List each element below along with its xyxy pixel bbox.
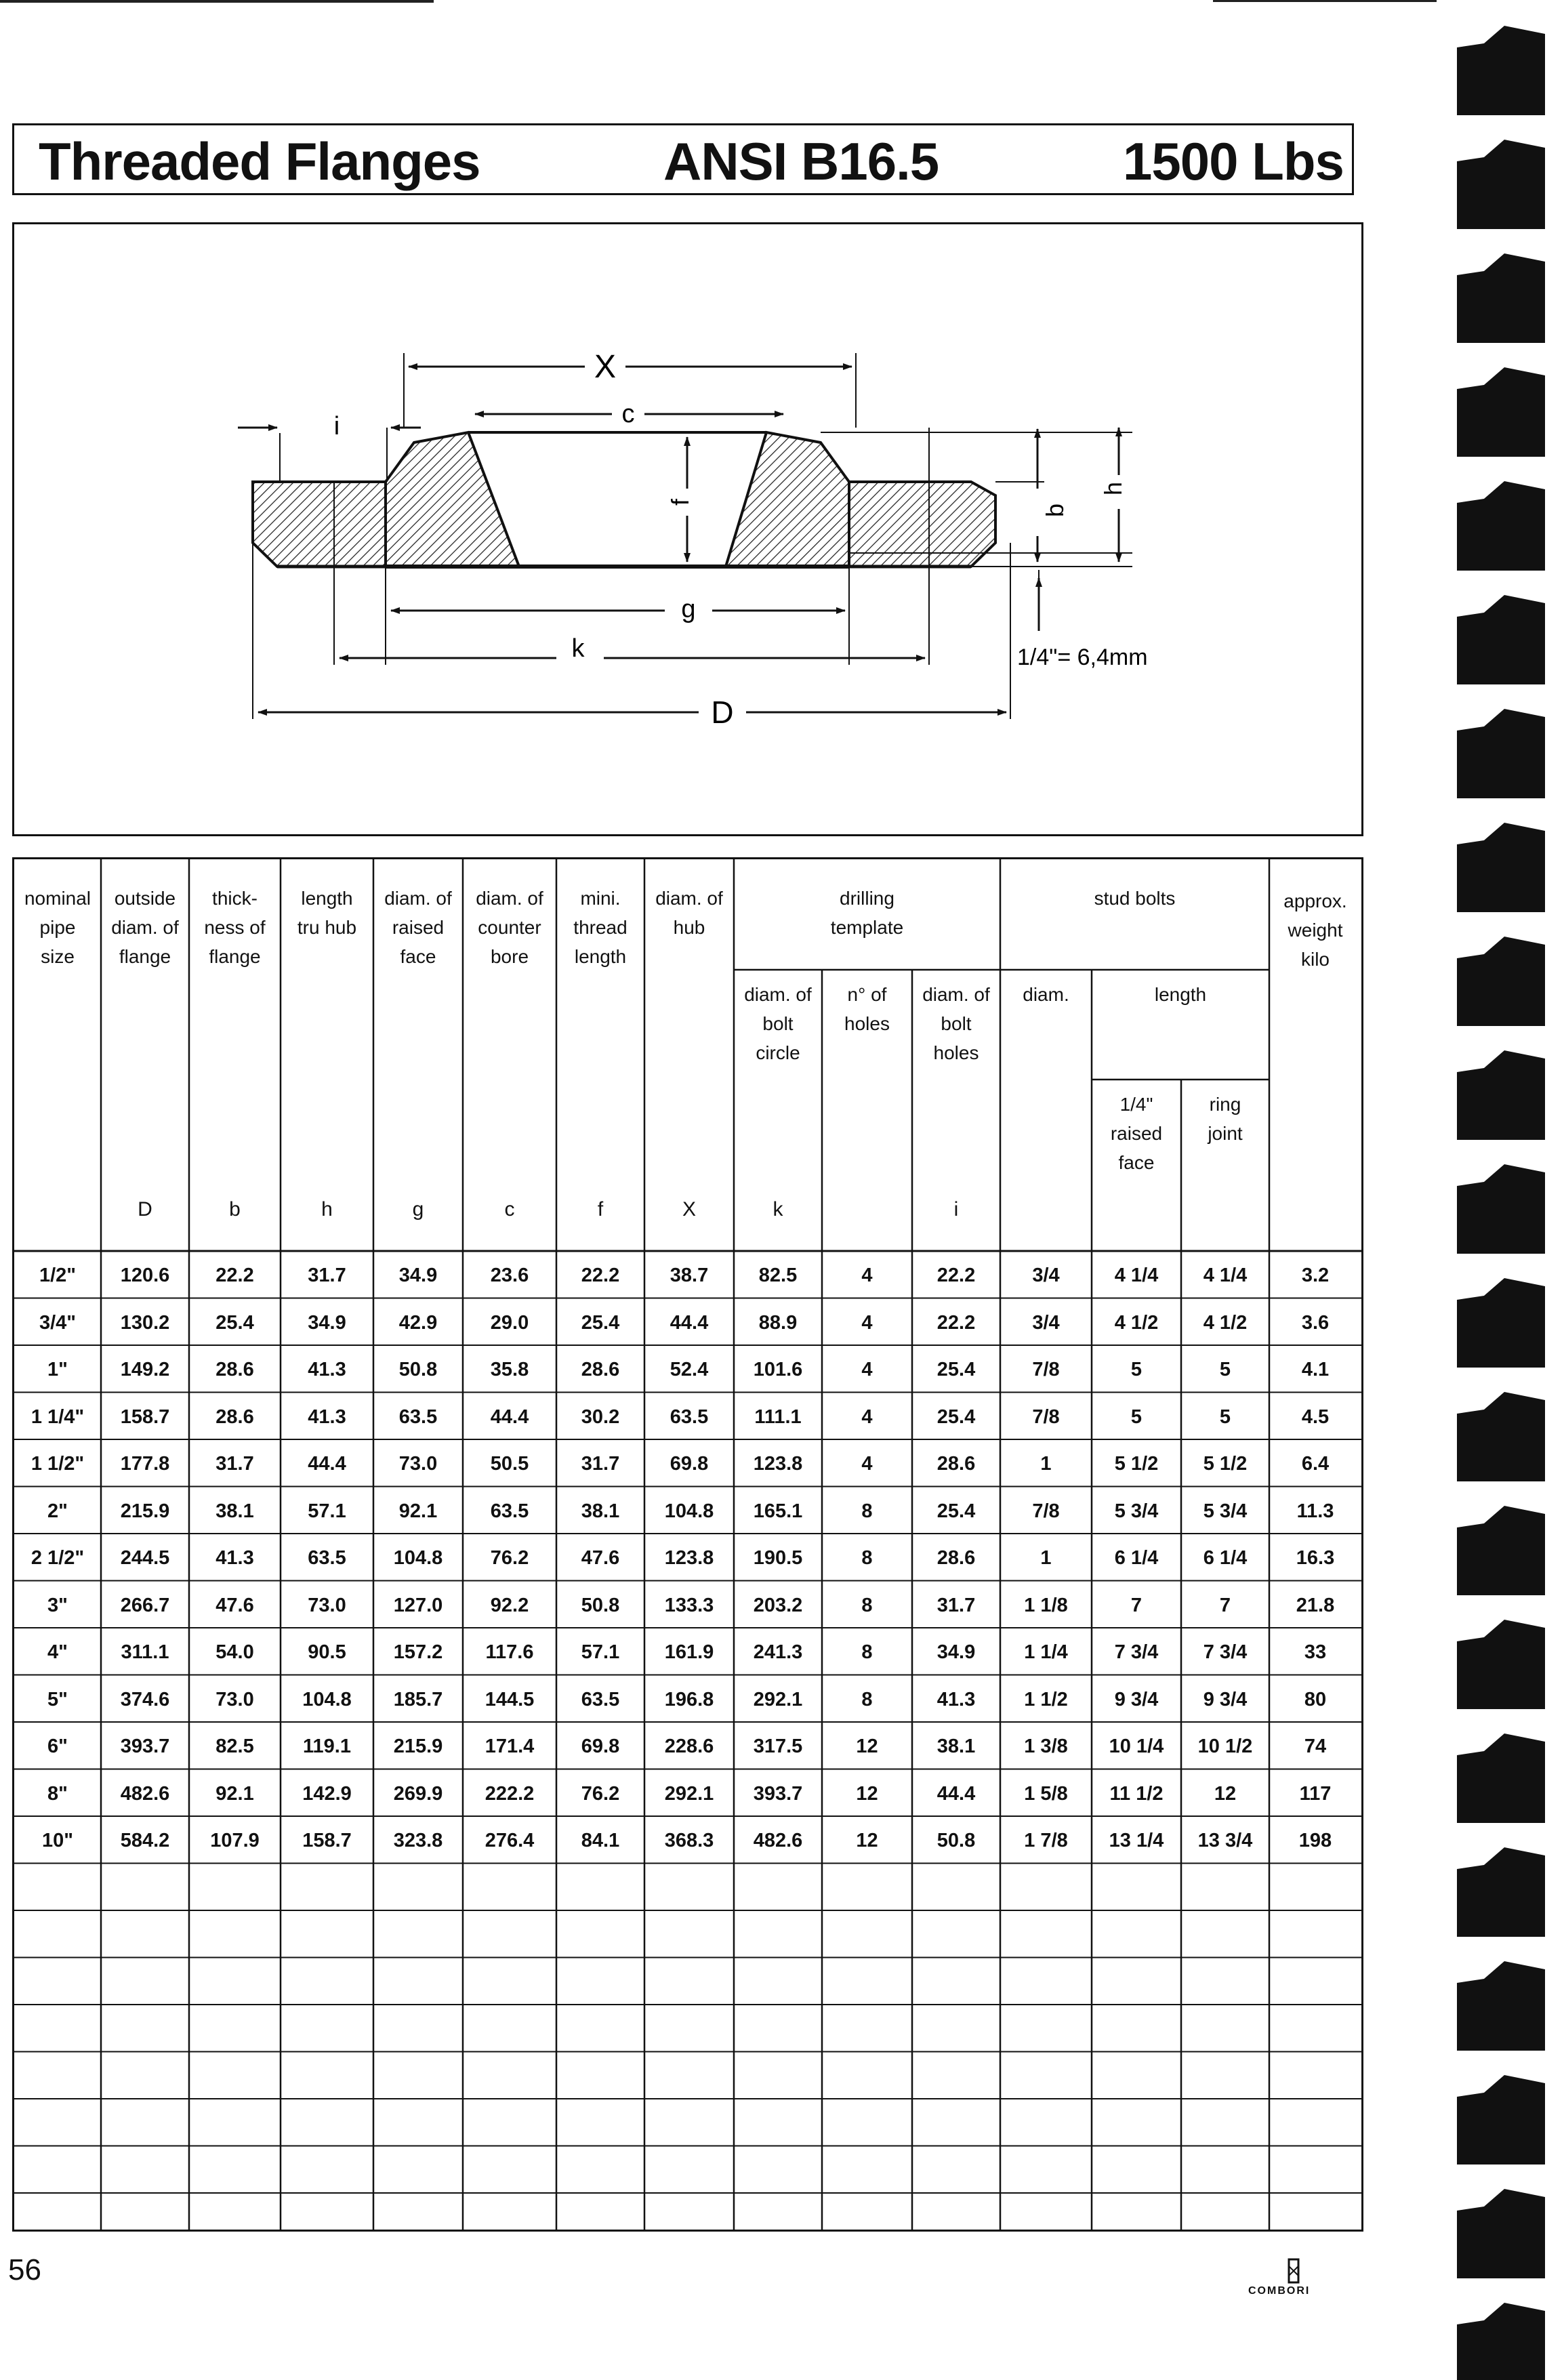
table-cell: 4 [861,1359,873,1380]
table-cell: 10" [41,1830,73,1851]
table-cell: 38.1 [215,1500,254,1522]
table-cell: 3.2 [1301,1265,1330,1286]
dim-label-X: X [594,349,617,385]
table-cell: 123.8 [753,1453,803,1475]
table-cell: 104.8 [302,1688,352,1710]
table-cell: 9 3/4 [1203,1688,1248,1710]
table-cell: 5 [1130,1359,1143,1380]
table-cell: 393.7 [753,1782,803,1805]
index-tab [1457,2075,1545,2164]
table-cell: 111.1 [754,1406,802,1428]
table-cell: 31.7 [308,1265,346,1286]
table-cell: 76.2 [581,1782,620,1805]
combori-logo-text: COMBORI [1248,2285,1311,2297]
table-cell: 228.6 [664,1736,714,1757]
table-cell: 1 1/4" [30,1406,85,1428]
table-cell: 6.4 [1301,1453,1330,1475]
dim-label-g: g [681,595,696,623]
table-cell: 292.1 [753,1688,803,1710]
dim-label-f: f [666,498,694,506]
header-thread-length: mini. thread length [573,888,627,967]
header-drilling-template: drilling template [830,888,904,938]
table-cell: 80 [1304,1688,1327,1710]
table-cell: 1 1/8 [1024,1594,1068,1616]
table-cell: 22.2 [937,1265,976,1286]
table-cell: 57.1 [581,1641,620,1663]
table-cell: 5 1/2 [1114,1453,1159,1475]
table-cell: 13 1/4 [1109,1830,1164,1851]
header-approx-weight: approx. weight kilo [1283,890,1347,970]
table-cell: 44.4 [670,1311,709,1334]
table-cell: 50.8 [398,1359,438,1380]
header-counter-bore-diameter: diam. of counter bore [476,888,543,967]
table-cell: 34.9 [937,1641,976,1663]
table-cell: 104.8 [664,1500,714,1522]
table-cell: 10 1/2 [1197,1736,1253,1757]
index-tab [1457,1961,1545,2051]
flange-dimensions-table [12,857,1363,2232]
table-cell: 1 3/8 [1024,1736,1068,1757]
flange-diagram-box [12,222,1363,836]
table-cell: 34.9 [308,1311,346,1334]
table-cell: 22.2 [581,1265,620,1286]
table-cell: 4 1/2 [1203,1311,1248,1334]
table-cell: 63.5 [670,1406,709,1428]
table-cell: 90.5 [308,1641,346,1663]
table-cell: 50.8 [581,1594,620,1616]
header-number-of-holes: n° of holes [844,984,890,1034]
table-cell: 10 1/4 [1109,1736,1164,1757]
table-cell: 4 [861,1453,873,1475]
table-cell: 28.6 [215,1406,254,1428]
table-cell: 44.4 [490,1406,529,1428]
table-cell: 50.8 [937,1830,976,1851]
table-cell: 190.5 [753,1547,803,1569]
table-cell: 584.2 [120,1830,170,1851]
flange-left-half [253,432,519,567]
table-cell: 5 [1130,1406,1143,1428]
table-cell: 16.3 [1296,1547,1335,1569]
table-cell: 25.4 [937,1359,976,1380]
table-cell: 123.8 [664,1547,714,1569]
header-symbol-h: h [321,1198,333,1220]
table-cell: 23.6 [490,1265,529,1286]
table-cell: 25.4 [937,1406,976,1428]
index-tab [1457,367,1545,457]
table-cell: 8" [47,1782,68,1805]
table-cell: 8 [861,1547,873,1569]
header-symbol-b: b [229,1198,241,1220]
table-cell: 76.2 [490,1547,529,1569]
table-cell: 323.8 [393,1830,443,1851]
table-cell: 482.6 [120,1782,170,1805]
table-cell: 1 1/2" [30,1453,85,1475]
table-cell: 292.1 [664,1782,714,1805]
table-cell: 69.8 [670,1453,709,1475]
index-tab [1457,1278,1545,1368]
table-cell: 28.6 [937,1547,976,1569]
table-cell: 84.1 [581,1830,620,1851]
dim-label-k: k [571,634,585,663]
table-cell: 74 [1304,1736,1327,1757]
table-cell: 69.8 [581,1736,620,1757]
table-cell: 1 1/2 [1024,1688,1068,1710]
table-cell: 82.5 [758,1265,798,1286]
table-cell: 63.5 [581,1688,620,1710]
standard-text: ANSI B16.5 [663,131,939,191]
table-cell: 30.2 [581,1406,620,1428]
table-cell: 185.7 [393,1688,443,1710]
table-cell: 117 [1299,1782,1332,1805]
header-symbol-D: D [138,1198,152,1220]
table-cell: 73.0 [398,1453,438,1475]
dim-label-c: c [621,400,635,428]
table-cell: 244.5 [120,1547,170,1569]
table-cell: 12 [856,1830,878,1851]
table-cell: 203.2 [753,1594,803,1616]
table-cell: 7/8 [1032,1500,1060,1522]
table-cell: 1/2" [39,1265,77,1286]
table-cell: 41.3 [308,1359,346,1380]
table-cell: 7/8 [1032,1359,1060,1380]
index-tab [1457,1506,1545,1595]
index-tab [1457,1847,1545,1937]
table-cell: 1 [1040,1547,1052,1569]
table-grid-lines [14,859,1361,2230]
table-cell: 92.1 [215,1782,254,1805]
index-tab [1457,595,1545,684]
page-number: 56 [8,2253,41,2286]
index-tab [1457,1620,1545,1709]
table-cell: 107.9 [210,1830,260,1851]
index-tab [1457,253,1545,343]
table-cell: 73.0 [215,1688,254,1710]
table-cell: 7 3/4 [1114,1641,1159,1663]
dim-label-i: i [333,412,340,440]
table-cell: 25.4 [581,1311,620,1334]
header-hub-diameter: diam. of hub [655,888,723,938]
table-cell: 133.3 [664,1594,714,1616]
header-bolt-circle-diameter: diam. of bolt circle [744,984,812,1063]
table-cell: 5 1/2 [1203,1453,1248,1475]
table-cell: 25.4 [937,1500,976,1522]
table-cell: 13 3/4 [1197,1830,1253,1851]
title-bar [12,123,1354,195]
table-cell: 21.8 [1296,1594,1335,1616]
table-cell: 12 [856,1736,878,1757]
table-cell: 7 [1219,1594,1231,1616]
table-cell: 171.4 [485,1736,535,1757]
table-cell: 12 [856,1782,878,1805]
table-cell: 5 3/4 [1203,1500,1248,1522]
header-symbol-k: k [773,1198,783,1220]
table-cell: 41.3 [308,1406,346,1428]
index-tab [1457,140,1545,229]
header-symbol-g: g [412,1198,424,1220]
table-cell: 317.5 [753,1736,803,1757]
table-cell: 88.9 [758,1311,798,1334]
table-cell: 142.9 [302,1782,352,1805]
table-cell: 38.7 [670,1265,709,1286]
header-symbol-i: i [953,1198,959,1220]
table-cell: 198 [1298,1830,1332,1851]
table-cell: 215.9 [120,1500,170,1522]
table-cell: 41.3 [215,1547,254,1569]
table-cell: 4 [861,1265,873,1286]
index-tab [1457,2189,1545,2278]
table-cell: 4 1/2 [1114,1311,1159,1334]
table-cell: 52.4 [670,1359,709,1380]
flange-cross-section-diagram [14,224,1361,834]
table-cell: 54.0 [215,1641,254,1663]
table-cell: 4 1/4 [1203,1265,1248,1286]
top-rule-left [0,0,434,3]
table-cell: 41.3 [937,1688,976,1710]
index-tab [1457,1050,1545,1140]
header-nominal-pipe-size: nominal pipe size [24,888,91,967]
table-cell: 11 1/2 [1109,1782,1164,1805]
table-cell: 3/4" [39,1311,77,1334]
table-cell: 368.3 [664,1830,714,1851]
table-cell: 374.6 [120,1688,170,1710]
table-cell: 311.1 [121,1641,169,1663]
header-symbol-c: c [504,1198,515,1220]
header-symbol-X: X [682,1198,696,1220]
table-cell: 1 [1040,1453,1052,1475]
table-cell: 38.1 [581,1500,620,1522]
dim-label-D: D [711,695,734,730]
table-cell: 215.9 [393,1736,443,1757]
header-symbol-f: f [597,1198,604,1220]
header-stud-diameter: diam. [1023,984,1069,1005]
table-cell: 92.2 [490,1594,529,1616]
table-cell: 6 1/4 [1114,1547,1159,1569]
index-tab [1457,1392,1545,1481]
table-cell: 482.6 [753,1830,803,1851]
table-cell: 1 1/4 [1024,1641,1068,1663]
table-cell: 28.6 [937,1453,976,1475]
table-cell: 47.6 [581,1547,620,1569]
table-cell: 3/4 [1032,1265,1060,1286]
index-tab [1457,1733,1545,1823]
table-cell: 130.2 [120,1311,170,1334]
table-cell: 119.1 [303,1736,351,1757]
table-cell: 50.5 [490,1453,529,1475]
table-cell: 25.4 [215,1311,254,1334]
index-tab-strip [1443,0,1564,2380]
table-cell: 31.7 [581,1453,620,1475]
table-cell: 266.7 [120,1594,170,1616]
table-cell: 1" [47,1359,68,1380]
table-cell: 5" [47,1688,68,1710]
table-cell: 269.9 [393,1782,443,1805]
table-cell: 7 3/4 [1203,1641,1248,1663]
table-cell: 7 [1130,1594,1143,1616]
header-bolt-hole-diameter: diam. of bolt holes [922,984,990,1063]
table-cell: 63.5 [398,1406,438,1428]
table-cell: 1 5/8 [1024,1782,1068,1805]
table-cell: 222.2 [485,1782,535,1805]
index-tab [1457,26,1545,115]
title-text: Threaded Flanges [39,131,480,191]
table-cell: 35.8 [490,1359,529,1380]
table-cell: 28.6 [581,1359,620,1380]
table-cell: 149.2 [120,1359,170,1380]
table-cell: 8 [861,1594,873,1616]
header-flange-thickness: thick- ness of flange [204,888,266,967]
table-cell: 3" [47,1594,68,1616]
table-cell: 22.2 [215,1265,254,1286]
table-cell: 4.5 [1301,1406,1330,1428]
index-tab [1457,2303,1545,2380]
table-cell: 7/8 [1032,1406,1060,1428]
index-tab [1457,1164,1545,1254]
table-cell: 5 [1219,1406,1231,1428]
flange-right-half [726,432,995,567]
table-cell: 31.7 [215,1453,254,1475]
index-tab [1457,823,1545,912]
raised-face-note: 1/4"= 6,4mm [1017,644,1148,670]
table-cell: 4.1 [1301,1359,1330,1380]
table-cell: 127.0 [393,1594,443,1616]
table-cell: 5 [1219,1359,1231,1380]
table-cell: 34.9 [398,1265,438,1286]
top-rule-right [1213,0,1437,2]
table-cell: 144.5 [485,1688,535,1710]
table-cell: 44.4 [937,1782,976,1805]
table-cell: 8 [861,1641,873,1663]
table-cell: 22.2 [937,1311,976,1334]
table-cell: 101.6 [753,1359,803,1380]
table-cell: 73.0 [308,1594,346,1616]
header-raised-face-length: 1/4" raised face [1110,1094,1163,1173]
table-cell: 4 [861,1311,873,1334]
table-cell: 33 [1304,1641,1327,1663]
table-cell: 276.4 [485,1830,535,1851]
table-cell: 11.3 [1296,1500,1334,1522]
dim-label-h: h [1099,481,1127,496]
header-stud-bolts: stud bolts [1094,888,1176,909]
header-ring-joint-length: ring joint [1208,1094,1243,1144]
table-cell: 12 [1214,1782,1237,1805]
table-cell: 4" [47,1641,68,1663]
table-cell: 29.0 [490,1311,529,1334]
table-cell: 1 7/8 [1024,1830,1068,1851]
table-cell: 393.7 [120,1736,170,1757]
table-cell: 241.3 [753,1641,803,1663]
table-cell: 117.6 [485,1641,534,1663]
table-cell: 6" [47,1736,68,1757]
table-cell: 120.6 [120,1265,170,1286]
table-cell: 196.8 [664,1688,714,1710]
dim-label-b: b [1041,503,1069,518]
table-cell: 161.9 [664,1641,714,1663]
table-cell: 82.5 [215,1736,254,1757]
table-cell: 165.1 [753,1500,803,1522]
table-cell: 57.1 [308,1500,346,1522]
header-length-thru-hub: length tru hub [297,888,357,938]
table-cell: 157.2 [393,1641,443,1663]
table-cell: 47.6 [215,1594,254,1616]
table-cell: 63.5 [308,1547,346,1569]
table-cell: 4 1/4 [1114,1265,1159,1286]
table-cell: 6 1/4 [1203,1547,1248,1569]
table-cell: 42.9 [398,1311,438,1334]
table-cell: 38.1 [937,1736,976,1757]
index-tab [1457,481,1545,571]
table-cell: 3.6 [1301,1311,1330,1334]
index-tab [1457,937,1545,1026]
table-cell: 177.8 [120,1453,170,1475]
table-cell: 2 1/2" [30,1547,85,1569]
pressure-class-text: 1500 Lbs [1123,131,1344,191]
table-cell: 104.8 [393,1547,443,1569]
table-cell: 8 [861,1688,873,1710]
table-cell: 9 3/4 [1114,1688,1159,1710]
table-cell: 158.7 [302,1830,352,1851]
table-cell: 31.7 [937,1594,976,1616]
table-cell: 28.6 [215,1359,254,1380]
table-cell: 3/4 [1032,1311,1060,1334]
header-outside-diameter: outside diam. of flange [111,888,179,967]
table-cell: 63.5 [490,1500,529,1522]
table-cell: 158.7 [120,1406,170,1428]
table-cell: 2" [47,1500,68,1522]
table-cell: 44.4 [308,1453,346,1475]
table-cell: 4 [861,1406,873,1428]
table-cell: 92.1 [398,1500,438,1522]
table-cell: 5 3/4 [1114,1500,1159,1522]
header-stud-length: length [1154,984,1207,1005]
index-tab [1457,709,1545,798]
table-cell: 8 [861,1500,873,1522]
header-raised-face-diameter: diam. of raised face [384,888,452,967]
